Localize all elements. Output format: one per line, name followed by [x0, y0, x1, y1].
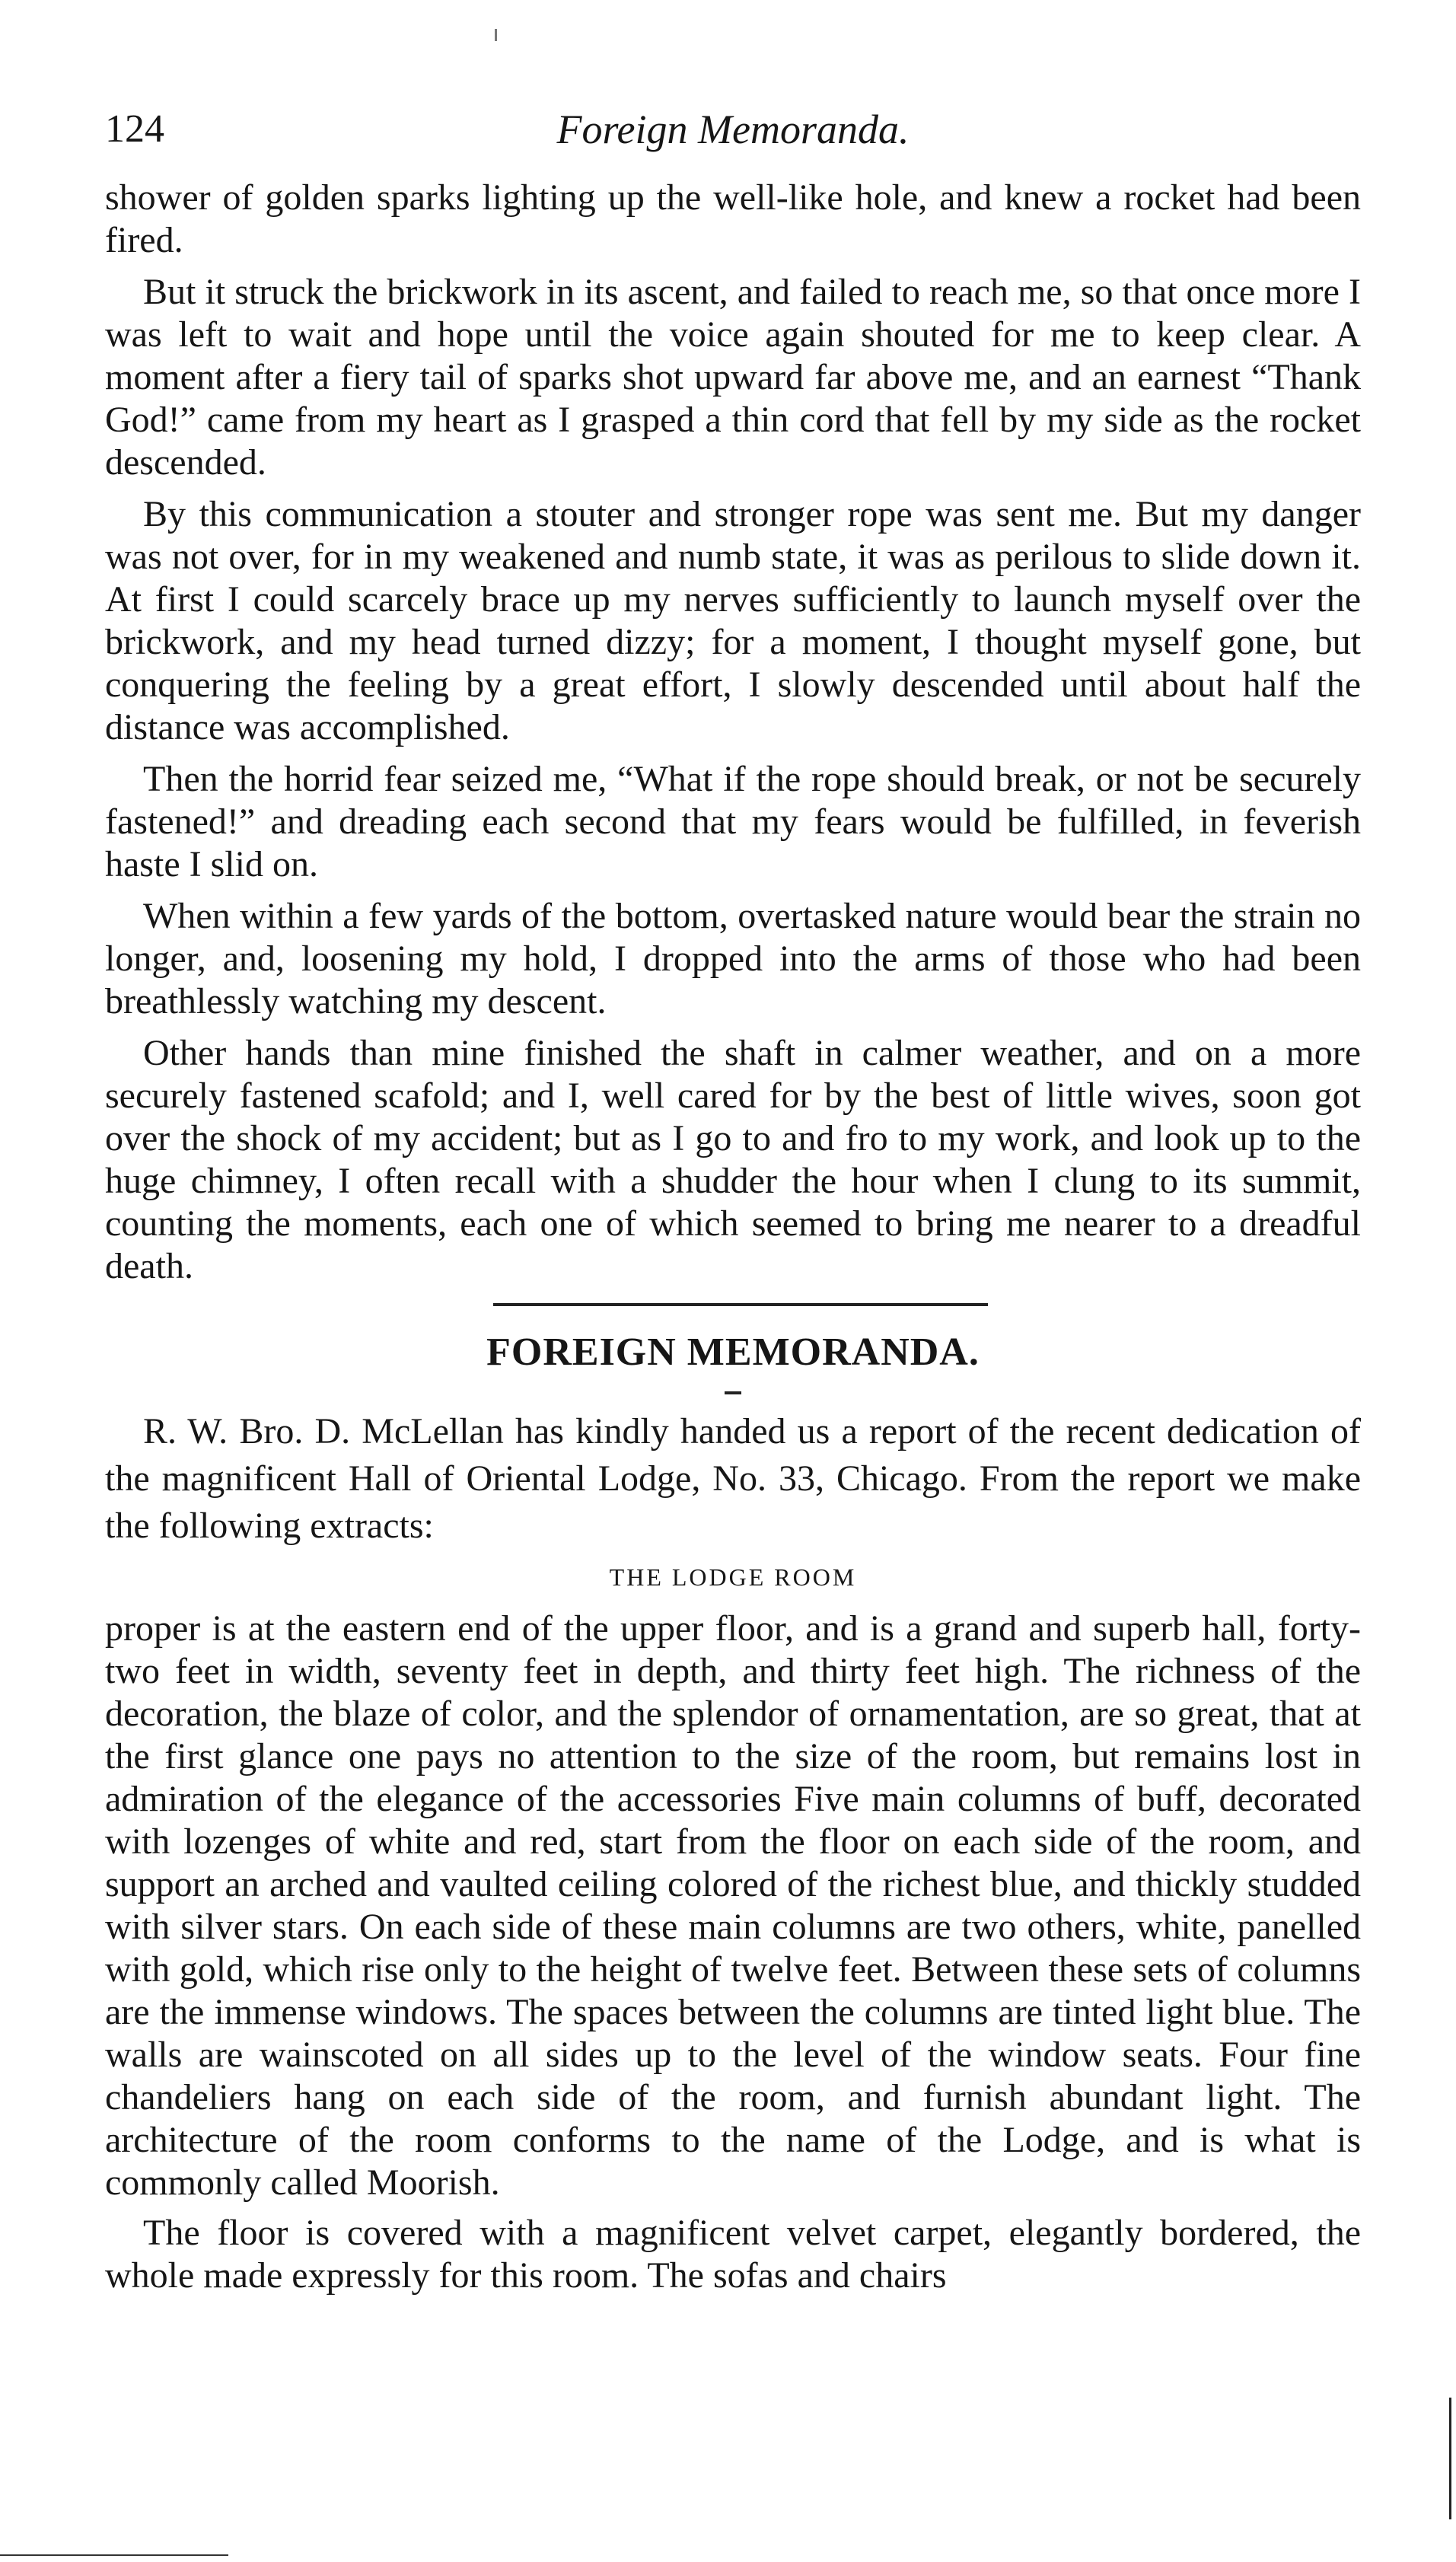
paragraph: shower of golden sparks lighting up the well-like hole, and knew a rocket had been fired.	[105, 177, 1361, 260]
paragraph: The floor is covered with a magnificent velvet carpet, elegantly bordered, the whole made expressly for this room. The sofas and chairs	[105, 2213, 1361, 2296]
section-divider	[493, 1303, 988, 1306]
subheading: THE LODGE ROOM	[609, 1563, 857, 1591]
section-title: FOREIGN MEMORANDA.	[486, 1330, 980, 1374]
lodge-room-text	[105, 1608, 1361, 2297]
running-title: Foreign Memoranda.	[556, 107, 910, 152]
paragraph: When within a few yards of the bottom, overtasked nature would bear the strain no longer, and, loosening my hold, I dropped into the arms of those who had been breathlessly watching my descent.	[105, 896, 1361, 1021]
paragraph: By this communication a stouter and stronger rope was sent me. But my danger was not over, for in my weakened and numb state, it was as perilous to slide down it. At first I could scarcely brace up my nerves sufficiently to launch myself over the brickwork, and my head turned dizzy; for a moment, I thought myself gone, but conquering the feeling by a great effort, I slowly descended until about half the distance was accomplished.	[105, 494, 1361, 747]
scan-bottom-edge	[0, 2554, 228, 2556]
section-intro	[105, 1408, 1361, 1550]
intro-paragraph: R. W. Bro. D. McLellan has kindly handed us a report of the recent dedication of the magnificent Hall of Oriental Lodge, No. 33, Chicago. From the report we make the following extracts:	[105, 1411, 1361, 1546]
scan-edge-line	[1449, 2398, 1451, 2519]
narrative-text	[105, 177, 1361, 1297]
paragraph: Then the horrid fear seized me, “What if the rope should break, or not be securely fastened!” and dreading each second that my fears would be fulfilled, in feverish haste I slid on.	[105, 759, 1361, 884]
scan-mark	[495, 29, 497, 41]
title-dash	[725, 1391, 741, 1394]
foreign-memoranda-section	[105, 1326, 1361, 2305]
page-header	[105, 95, 1361, 164]
paragraph: proper is at the eastern end of the upper floor, and is a grand and superb hall, forty-two feet in width, seventy feet in depth, and thirty feet high. The richness of the decoration, the blaze of color, and the splendor of ornamentation, are so great, that at the first glance one pays no attention to the size of the room, but remains lost in admiration of the elegance of the accessories Five main columns of buff, decorated with lozenges of white and red, start from the floor on each side of the room, and support an arched and vaulted ceiling colored of the richest blue, and thickly studded with silver stars. On each side of these main columns are two others, white, panelled with gold, which rise only to the height of twelve feet. Between these sets of columns are the immense windows. The spaces between the columns are tinted light blue. The walls are wainscoted on all sides up to the level of the window seats. Four fine chandeliers hang on each side of the room, and furnish abundant light. The architecture of the room conforms to the name of the Lodge, and is what is commonly called Moorish.	[105, 1608, 1361, 2203]
paragraph: Other hands than mine finished the shaft in calmer weather, and on a more securely fastened scafold; and I, well cared for by the best of little wives, soon got over the shock of my accident; but as I go to and fro to my work, and look up to the huge chimney, I often recall with a shudder the hour when I clung to its summit, counting the moments, each one of which seemed to bring me nearer to a dreadful death.	[105, 1033, 1361, 1286]
page-number: 124	[105, 107, 164, 151]
paragraph: But it struck the brickwork in its ascent, and failed to reach me, so that once more I was left to wait and hope until the voice again shouted for me to keep clear. A moment after a fiery tail of sparks shot upward far above me, and an earnest “Thank God!” came from my heart as I grasped a thin cord that fell by my side as the rocket descended.	[105, 272, 1361, 483]
